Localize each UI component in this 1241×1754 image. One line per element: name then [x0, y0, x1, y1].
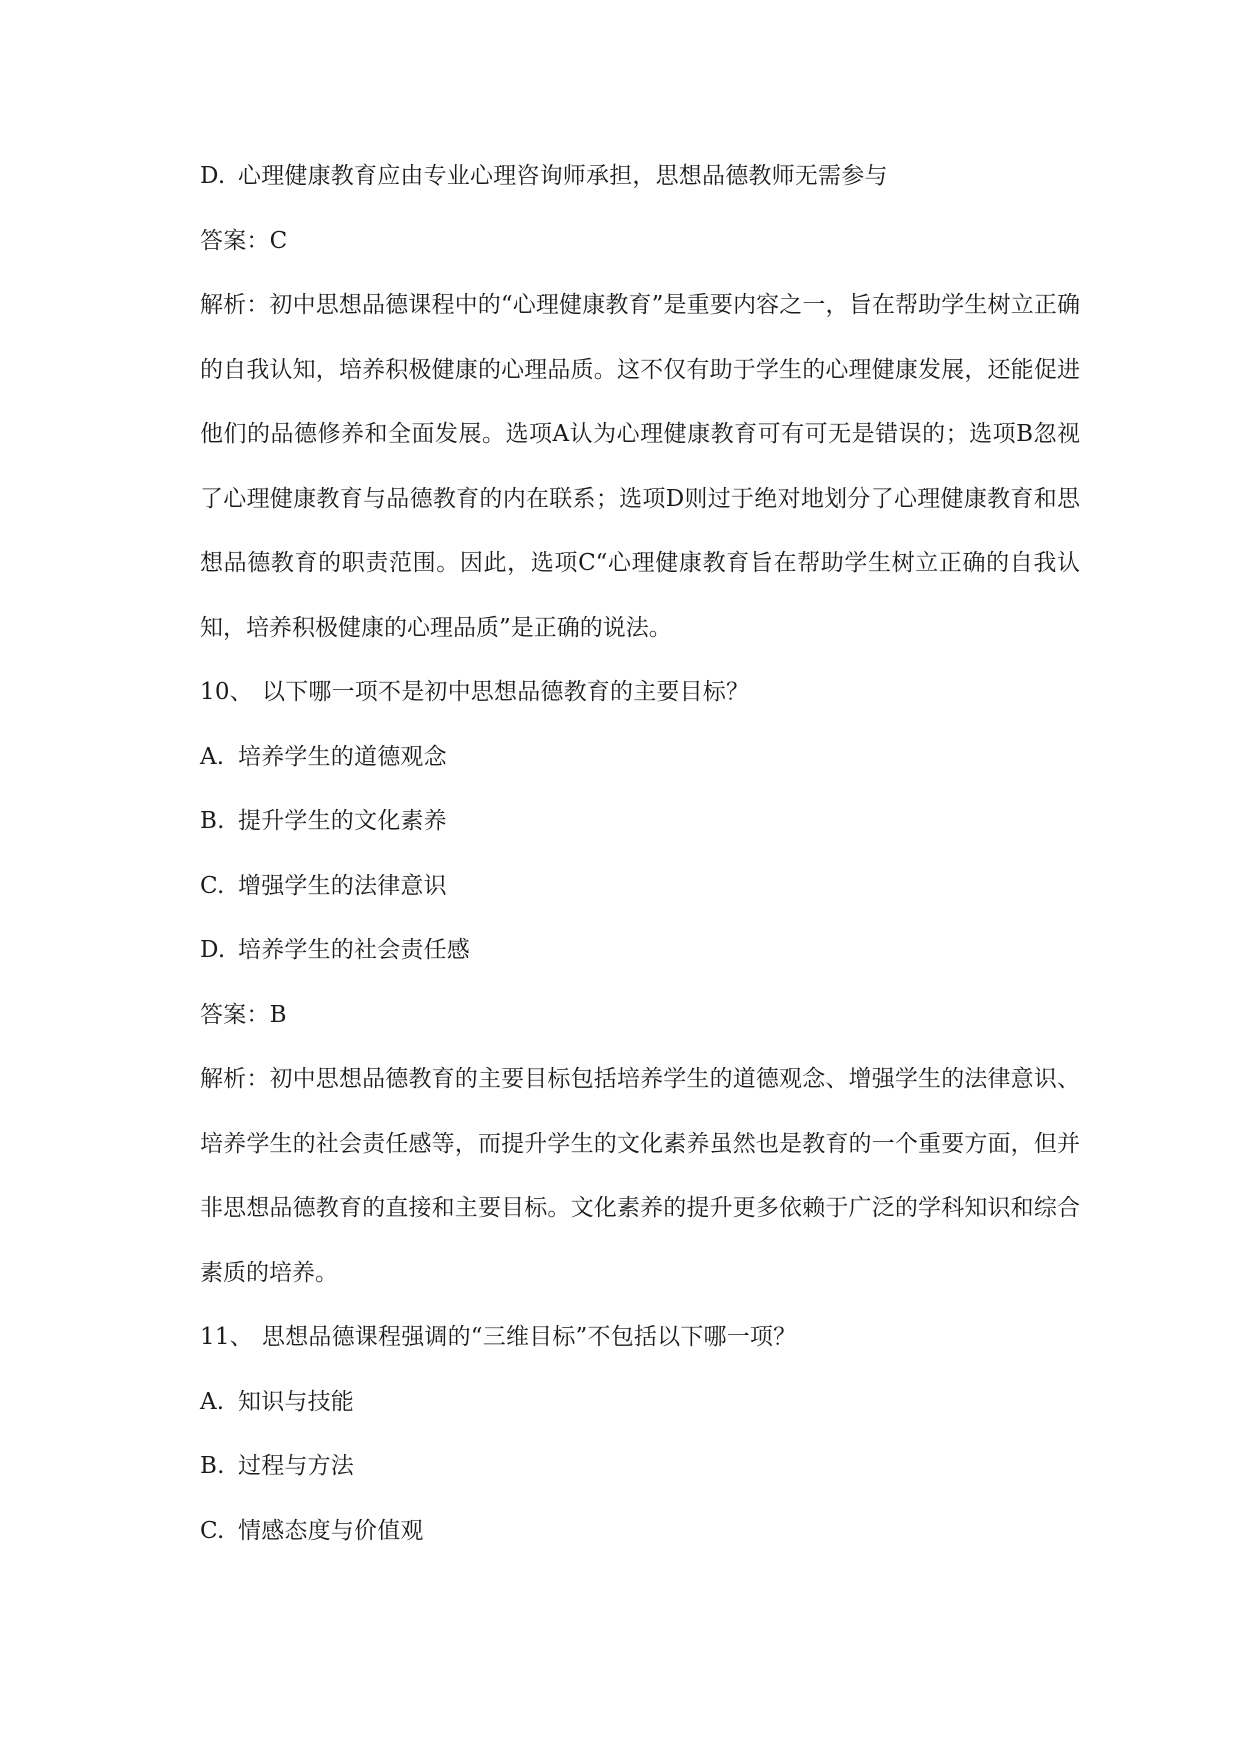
option-text: 培养学生的道德观念 [238, 743, 447, 770]
option-letter: D. [200, 937, 226, 963]
option-letter: C. [200, 872, 225, 899]
option-letter: B. [200, 808, 225, 834]
option-text: 过程与方法 [238, 1453, 354, 1479]
q9-explanation: 解析：初中思想品德课程中的“心理健康教育”是重要内容之一，旨在帮助学生树立正确的自我认知，培养积极健康的心理品质。这不仅有助于学生的心理健康发展，还能促进他们的品德修养和全面发展。选项A认为心理健康教育可有可无是错误的；选项B忽视了心理健康教育与品德教育的内在联系；选项D则过于绝对地划分了心理健康教育和思想品德教育的职责范围。因此，选项C“心理健康教育旨在帮助学生树立正确的自我认知，培养积极健康的心理品质”是正确的说法。 [200, 292, 1080, 641]
option-text: 提升学生的文化素养 [238, 808, 447, 834]
q9-option-d [200, 144, 1080, 209]
q11-option-c [200, 1499, 1080, 1564]
option-text: 知识与技能 [238, 1388, 354, 1415]
option-text: 情感态度与价值观 [238, 1517, 424, 1544]
question-10 [200, 660, 1080, 725]
option-letter: A. [200, 1388, 225, 1415]
option-letter: D. [200, 163, 226, 189]
q10-explanation: 解析：初中思想品德教育的主要目标包括培养学生的道德观念、增强学生的法律意识、培养学生的社会责任感等，而提升学生的文化素养虽然也是教育的一个重要方面，但并非思想品德教育的直接和主要目标。文化素养的提升更多依赖于广泛的学科知识和综合素质的培养。 [200, 1066, 1080, 1286]
question-text: 思想品德课程强调的“三维目标”不包括以下哪一项？ [262, 1324, 797, 1350]
option-text: 心理健康教育应由专业心理咨询师承担，思想品德教师无需参与 [238, 163, 888, 189]
option-text: 培养学生的社会责任感 [238, 937, 470, 963]
q10-option-d [200, 918, 1080, 983]
question-number: 11、 [200, 1324, 253, 1350]
page-content [200, 144, 1080, 1563]
option-text: 增强学生的法律意识 [238, 872, 447, 899]
q10-answer: 答案：B [200, 1001, 287, 1028]
q11-option-b [200, 1434, 1080, 1499]
q10-option-a [200, 725, 1080, 790]
option-letter: A. [200, 743, 225, 770]
q10-option-c [200, 854, 1080, 919]
q10-option-b [200, 789, 1080, 854]
q9-answer: 答案：C [200, 227, 288, 254]
option-letter: C. [200, 1517, 225, 1544]
question-11 [200, 1305, 1080, 1370]
question-number: 10、 [200, 679, 253, 705]
option-letter: B. [200, 1453, 225, 1479]
question-text: 以下哪一项不是初中思想品德教育的主要目标？ [262, 679, 750, 705]
q11-option-a [200, 1370, 1080, 1435]
